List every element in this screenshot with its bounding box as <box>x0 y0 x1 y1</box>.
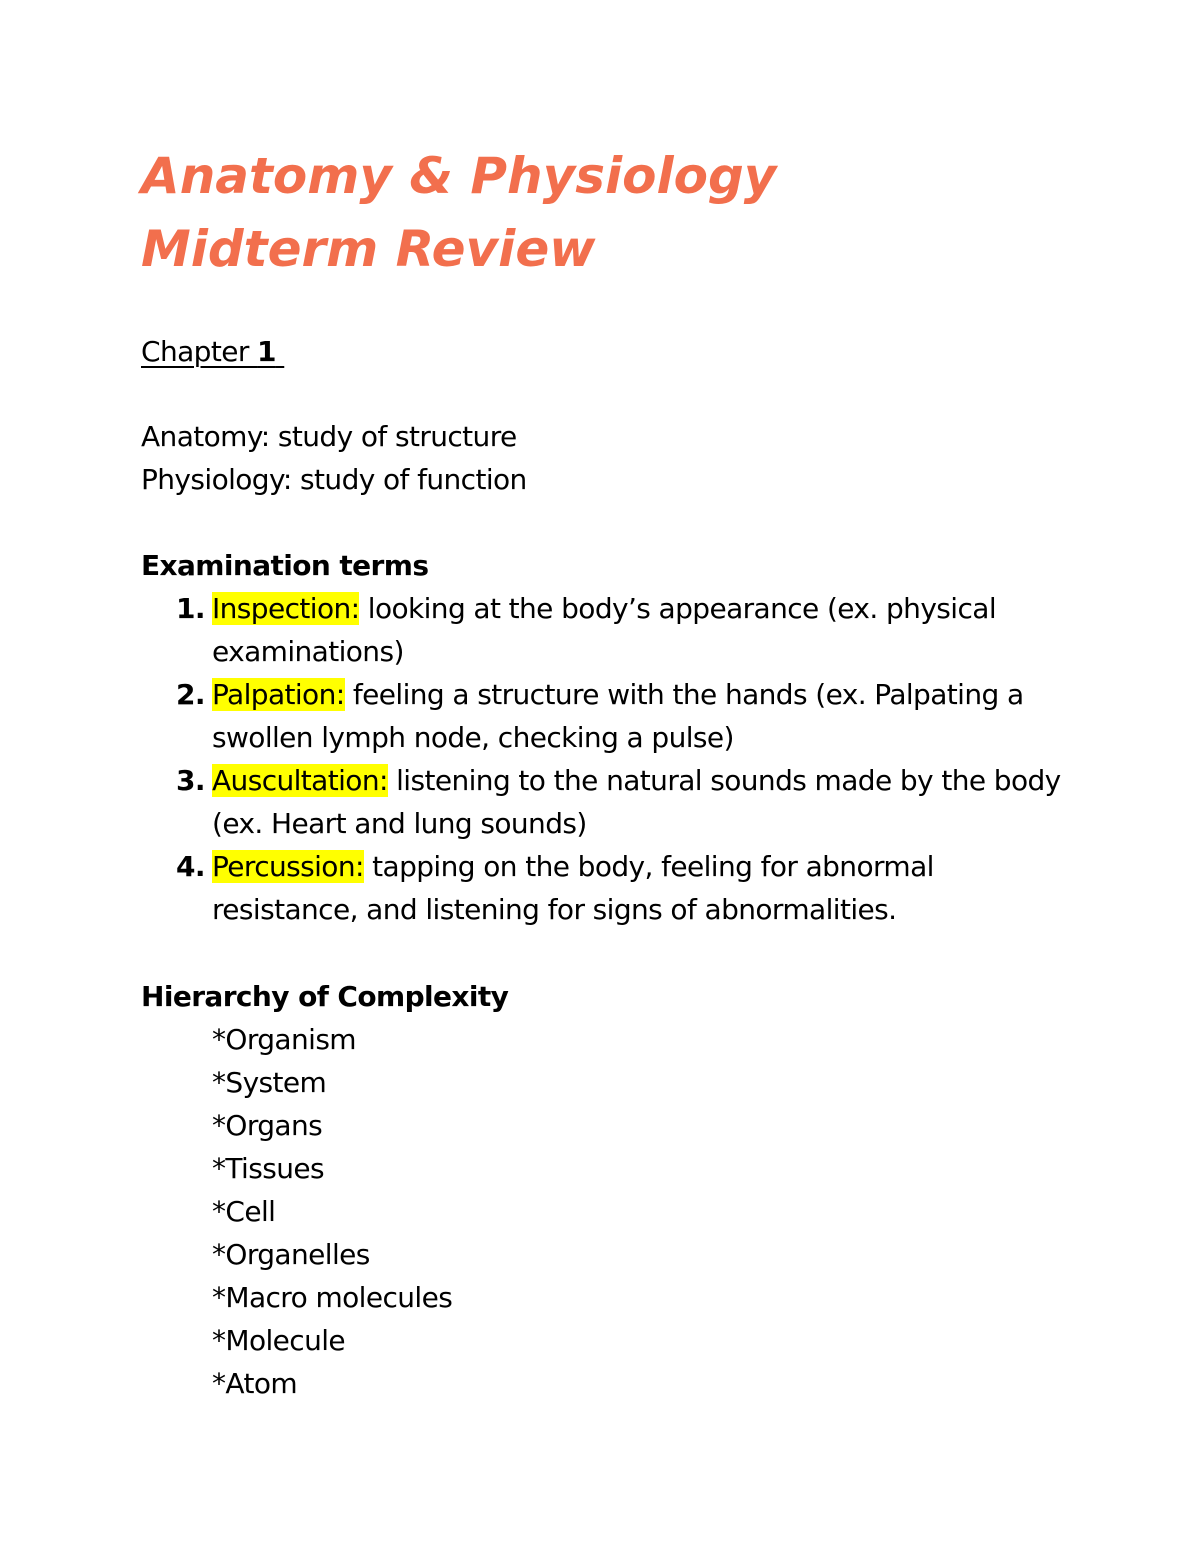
hierarchy-item: *Organism <box>212 1023 356 1056</box>
examination-heading: Examination terms <box>141 549 429 582</box>
hierarchy-list <box>212 1018 452 1405</box>
list-number: 2. <box>176 678 205 711</box>
title-line-2: Midterm Review <box>141 220 596 278</box>
hierarchy-item: *System <box>212 1066 327 1099</box>
list-item <box>141 845 1081 931</box>
list-number: 1. <box>176 592 205 625</box>
highlighted-term: Percussion: <box>212 850 364 883</box>
list-item <box>141 587 1081 673</box>
chapter-number: 1 <box>257 335 276 368</box>
hierarchy-item: *Atom <box>212 1367 298 1400</box>
highlighted-term: Inspection: <box>212 592 360 625</box>
list-item <box>141 673 1081 759</box>
term-description: looking at the body’s appearance (ex. physical examinations) <box>212 592 996 668</box>
list-number: 3. <box>176 764 205 797</box>
list-number: 4. <box>176 850 205 883</box>
title-line-1: Anatomy & Physiology <box>141 147 777 205</box>
hierarchy-heading: Hierarchy of Complexity <box>141 980 509 1013</box>
hierarchy-item: *Molecule <box>212 1324 346 1357</box>
chapter-heading <box>141 330 1081 373</box>
hierarchy-item: *Tissues <box>212 1152 324 1185</box>
term-description: feeling a structure with the hands (ex. Palpating a swollen lymph node, checking a pulse) <box>212 678 1024 754</box>
definition-physiology: Physiology: study of function <box>141 463 527 496</box>
hierarchy-item: *Cell <box>212 1195 276 1228</box>
term-description: listening to the natural sounds made by the body (ex. Heart and lung sounds) <box>212 764 1061 840</box>
definition-anatomy: Anatomy: study of structure <box>141 420 517 453</box>
highlighted-term: Palpation: <box>212 678 345 711</box>
examination-list <box>141 587 1081 931</box>
list-item <box>141 759 1081 845</box>
hierarchy-item: *Macro molecules <box>212 1281 453 1314</box>
term-description: tapping on the body, feeling for abnormal resistance, and listening for signs of abnormalities. <box>212 850 934 926</box>
highlighted-term: Auscultation: <box>212 764 388 797</box>
hierarchy-item: *Organelles <box>212 1238 370 1271</box>
page-title <box>141 140 1081 286</box>
hierarchy-item: *Organs <box>212 1109 323 1142</box>
chapter-label: Chapter <box>141 335 258 368</box>
